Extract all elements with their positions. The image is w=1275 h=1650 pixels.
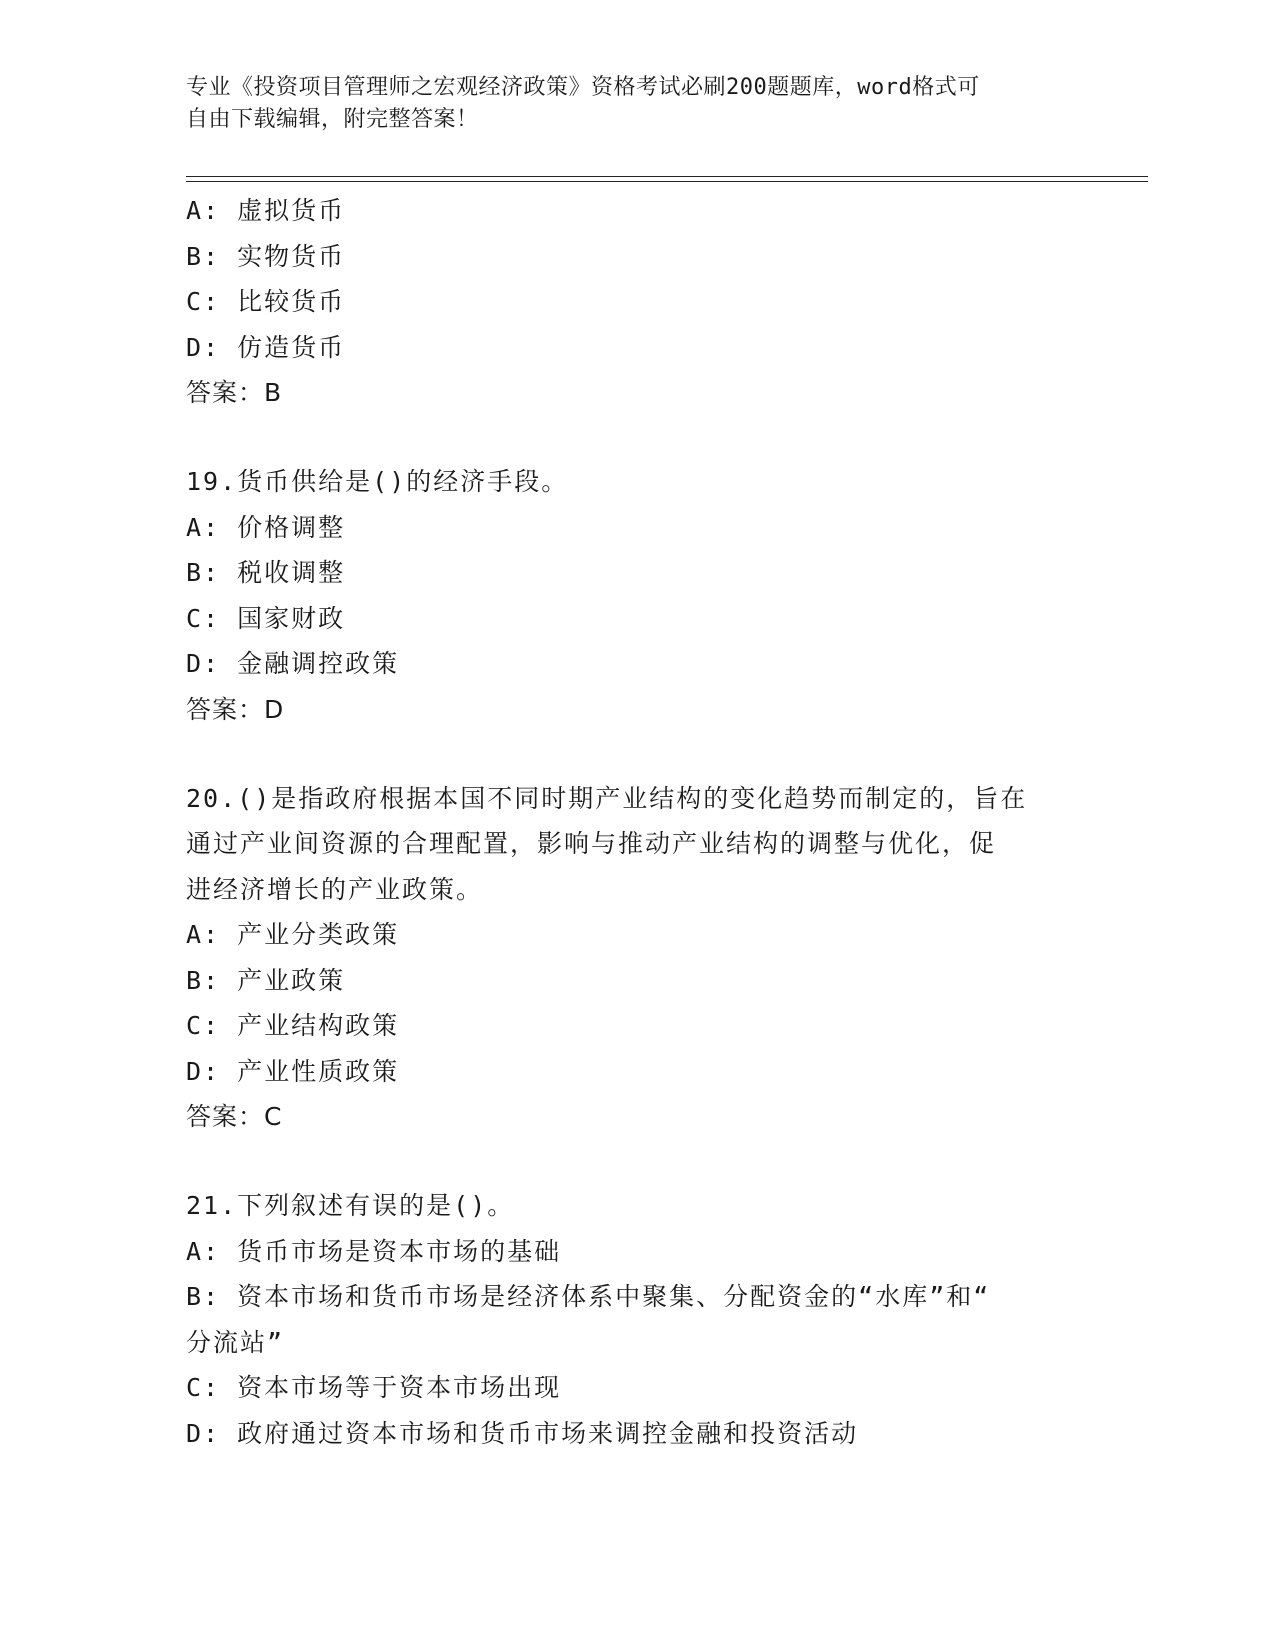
option-text: 政府通过资本市场和货币市场来调控金融和投资活动 [237,1418,859,1448]
option-a [186,912,1086,958]
header-divider-bottom [186,181,1148,182]
spacer [186,732,1086,776]
header-line-2: 自由下载编辑，附完整答案！ [186,107,479,132]
question-text: 21.下列叙述有误的是()。 [186,1191,515,1220]
question-text-line-1: 20.()是指政府根据本国不同时期产业结构的变化趋势而制定的，旨在 [186,783,1028,813]
option-b [186,1274,1086,1320]
option-letter: D: [186,332,221,362]
option-c [186,596,1086,642]
option-letter: A: [186,1236,221,1266]
option-letter: B: [186,241,221,271]
option-text: 资本市场和货币市场是经济体系中聚集、分配资金的“水库”和“ [237,1282,991,1311]
option-d [186,325,1086,371]
option-text: 资本市场等于资本市场出现 [237,1373,562,1402]
option-letter: C: [186,1373,221,1402]
option-text: 比较货币 [237,287,346,316]
option-text: 产业政策 [237,965,346,995]
option-letter: B: [186,965,221,995]
option-text: 金融调控政策 [237,649,400,678]
question-text-line-2: 通过产业间资源的合理配置，影响与推动产业结构的调整与优化，促 [186,829,997,858]
option-text: 国家财政 [237,603,346,633]
option-b [186,958,1086,1004]
option-letter: C: [186,603,221,633]
option-c [186,1365,1086,1411]
option-letter: C: [186,1011,221,1040]
question-text: 19.货币供给是()的经济手段。 [186,467,569,496]
option-letter: D: [186,1056,221,1086]
option-text: 仿造货币 [237,332,346,362]
option-letter: D: [186,649,221,678]
answer: 答案：B [186,378,283,407]
question-20 [186,776,1086,1140]
option-a [186,188,1086,234]
option-d [186,641,1086,687]
answer: 答案：C [186,1102,283,1131]
option-b-continued: 分流站” [186,1327,285,1357]
document-header [186,72,1066,136]
option-b [186,234,1086,280]
question-21 [186,1183,1086,1456]
question-18 [186,188,1086,416]
option-c [186,1003,1086,1049]
option-b [186,550,1086,596]
question-text-line-3: 进经济增长的产业政策。 [186,874,484,904]
option-text: 实物货币 [237,241,346,271]
option-letter: A: [186,920,221,949]
spacer [186,416,1086,460]
option-letter: D: [186,1418,221,1448]
header-divider-top [186,176,1148,177]
option-letter: B: [186,558,221,587]
option-letter: B: [186,1282,221,1311]
header-line-1: 专业《投资项目管理师之宏观经济政策》资格考试必刷200题题库，word格式可 [186,75,980,100]
option-text: 货币市场是资本市场的基础 [237,1236,562,1266]
spacer [186,1140,1086,1184]
option-text: 产业结构政策 [237,1011,400,1040]
option-letter: A: [186,196,221,225]
option-c [186,279,1086,325]
answer: 答案：D [186,694,285,724]
option-a [186,505,1086,551]
option-text: 税收调整 [237,558,346,587]
option-d [186,1049,1086,1095]
option-letter: A: [186,512,221,542]
option-d [186,1411,1086,1457]
option-text: 价格调整 [237,512,346,542]
option-a [186,1229,1086,1275]
question-19 [186,459,1086,732]
option-text: 虚拟货币 [237,196,346,225]
option-letter: C: [186,287,221,316]
option-text: 产业分类政策 [237,920,400,949]
option-text: 产业性质政策 [237,1056,400,1086]
question-list [186,188,1086,1456]
